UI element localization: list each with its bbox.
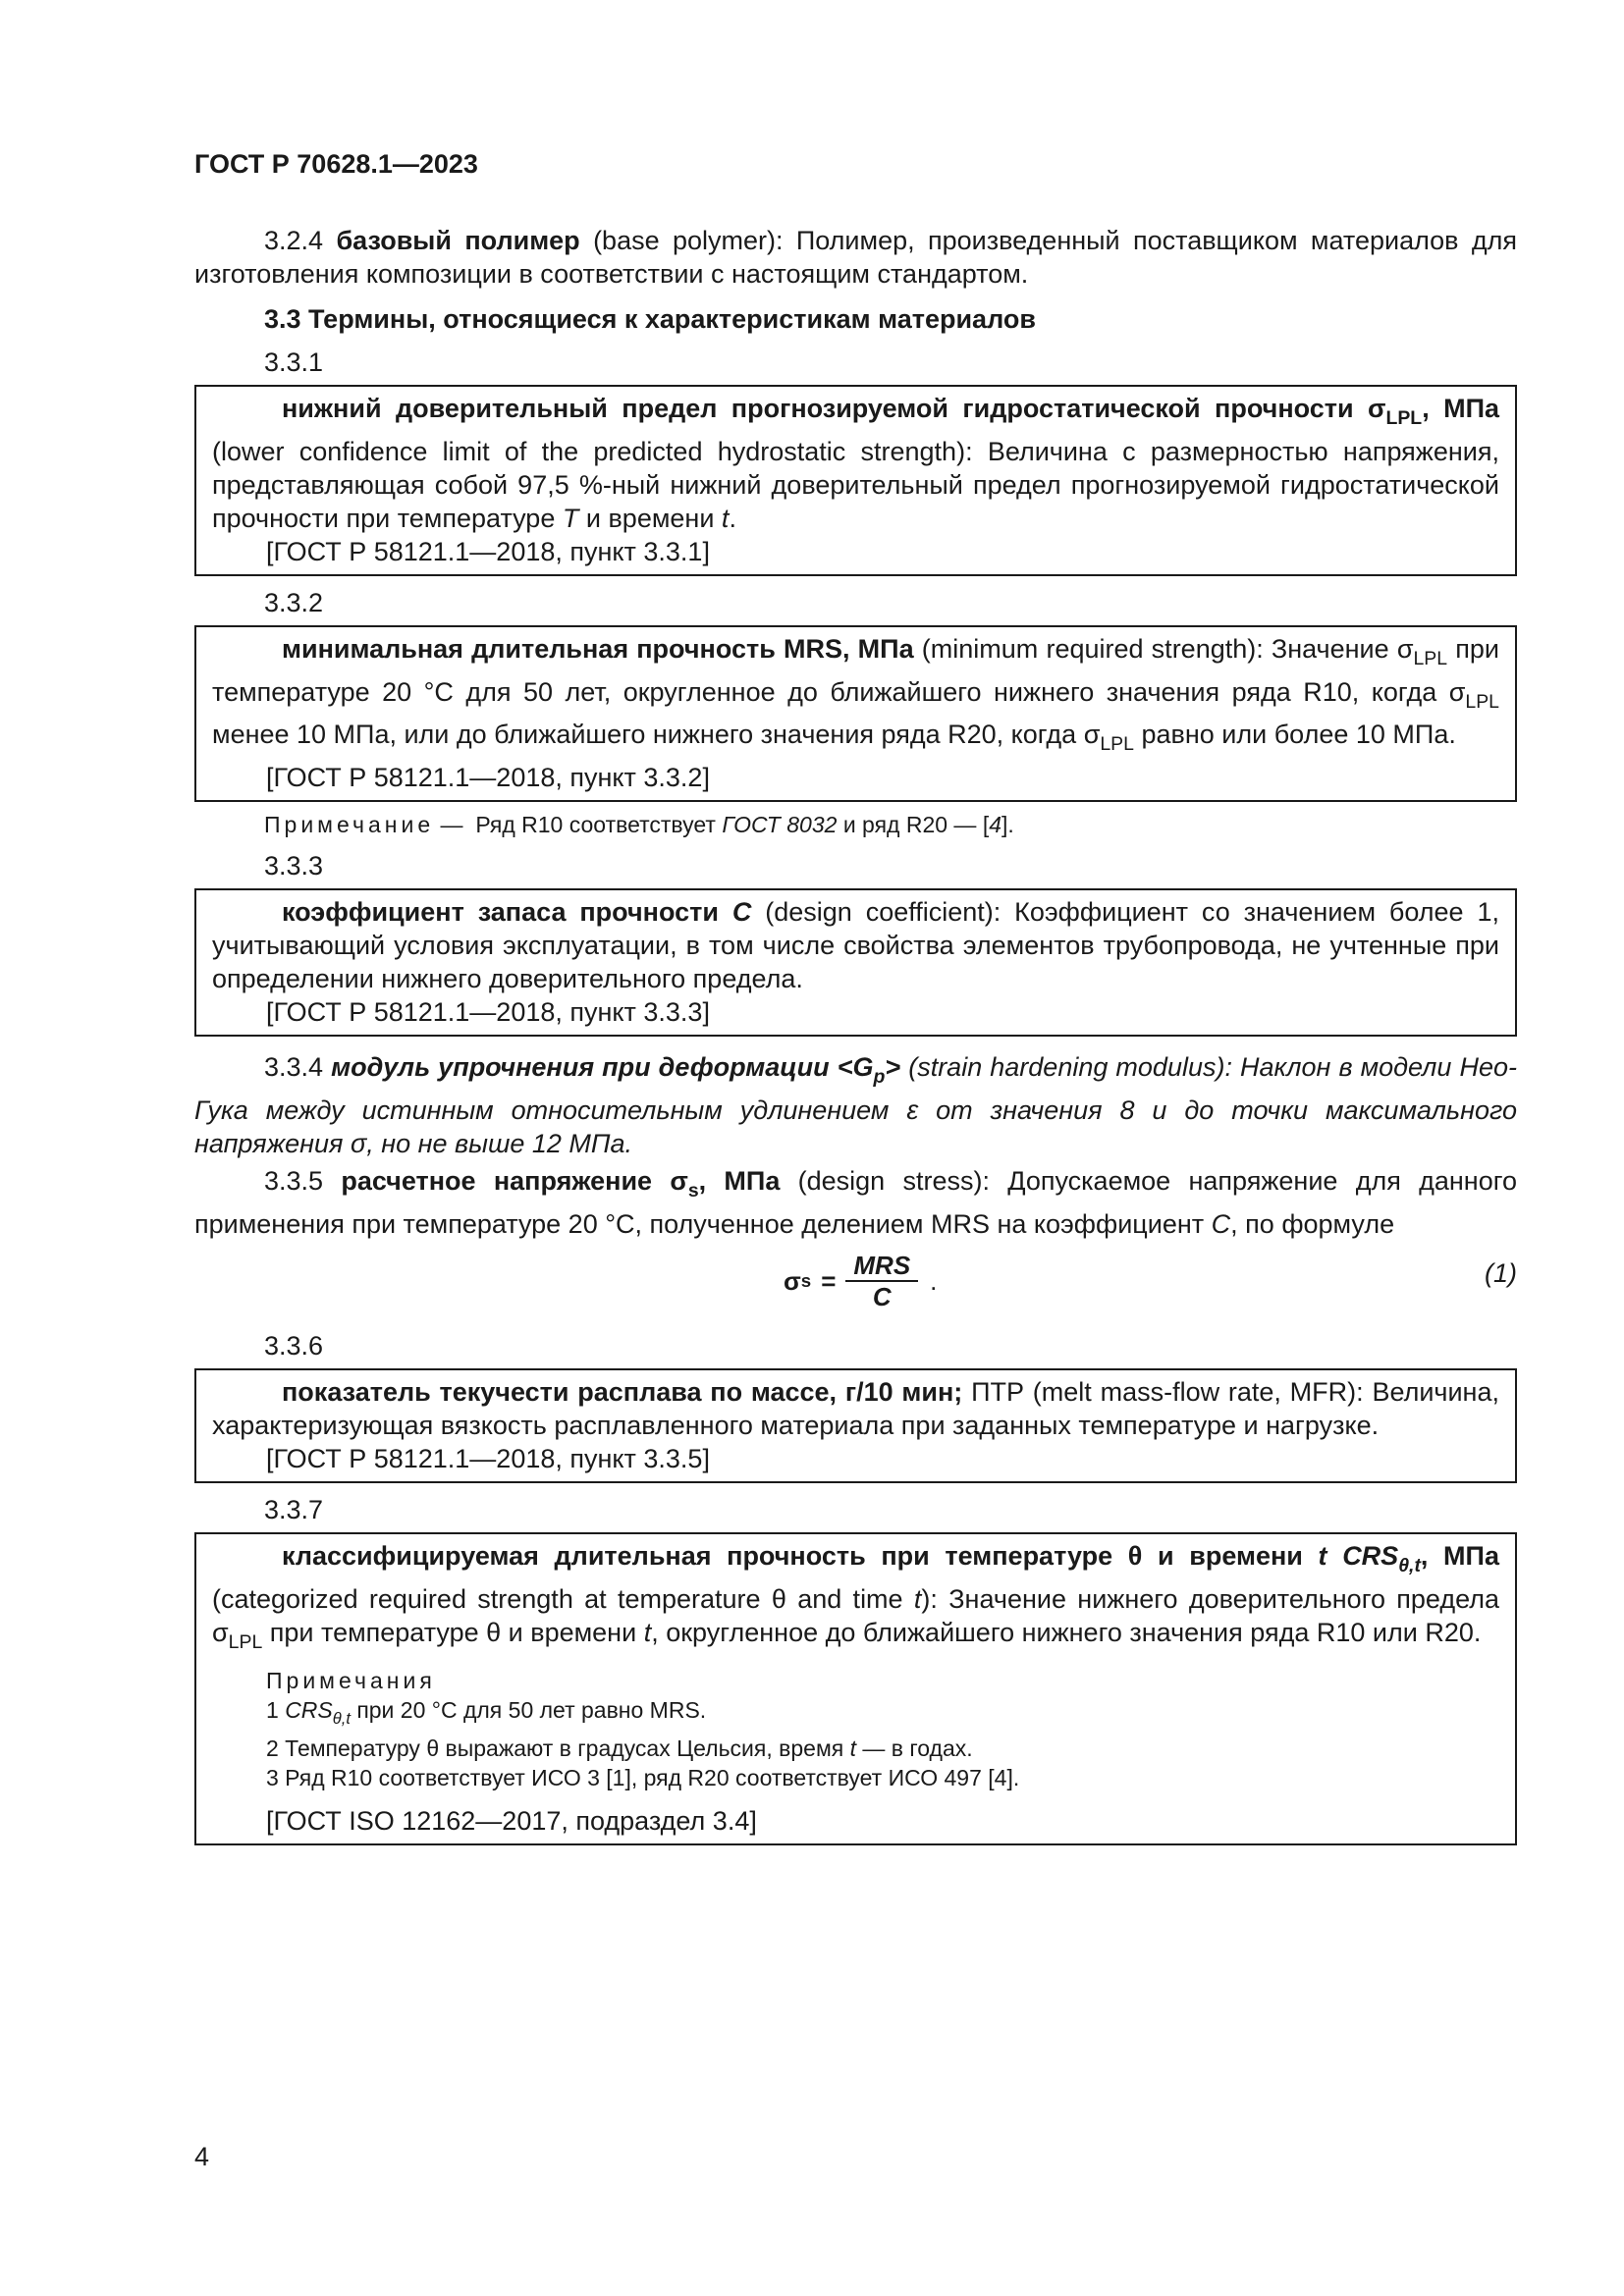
term-box-3-3-7 bbox=[194, 1532, 1517, 1845]
term: модуль упрочнения при деформации $<G_p>$ bbox=[331, 1052, 901, 1088]
term-box-3-3-6 bbox=[194, 1368, 1517, 1483]
term: базовый полимер bbox=[336, 226, 580, 255]
page-number: 4 bbox=[194, 2142, 210, 2171]
formula-number: (1) bbox=[1485, 1257, 1517, 1288]
term-number-3-3-7: 3.3.7 bbox=[264, 1494, 324, 1524]
term: коэффициент запаса прочности С bbox=[282, 897, 752, 928]
term: расчетное напряжение $\sigma_s$, МПа bbox=[341, 1165, 781, 1201]
formula-1 bbox=[194, 1245, 1517, 1319]
term-definition: классифицируемая длительная прочность при температуре θ и времени t $CRS_{\theta,t}$, МПа (categorized required strength at temperature θ and time t): Значение нижнего доверительного предела $\sigma_{LPL}$ при температуре θ и времени t, округленное до ближайшего нижнего значения ряда R10 или R20. bbox=[212, 1540, 1499, 1653]
formula-fraction: $\frac{\text{MRS}}{C}$ bbox=[845, 1251, 918, 1311]
clause-3-3-4: 3.3.4 модуль упрочнения при деформации $<G_p>$ (strain hardening modulus): Наклон в модели Нео-Гука между истинным относительным удлинением ε от значения 8 и до точки максимального напряжения σ, но не выше 12 МПа. bbox=[194, 1052, 1517, 1158]
notes-label: Примечания bbox=[266, 1668, 436, 1694]
note-2: 2 Температуру θ выражают в градусах Цельсия, время t — в годах. bbox=[266, 1735, 973, 1762]
term: нижний доверительный предел прогнозируемой гидростатической прочности $\sigma_{LPL}$, МПа bbox=[282, 394, 1499, 429]
term: минимальная длительная прочность MRS, МПа bbox=[282, 633, 914, 664]
term: показатель текучести расплава по массе, г/10 мин; bbox=[282, 1376, 963, 1407]
clause-3-2-4 bbox=[194, 224, 1517, 291]
formula-expression: σ s = $\frac{\text{MRS}}{C}$ . bbox=[784, 1250, 938, 1311]
term-number-3-3-6: 3.3.6 bbox=[264, 1330, 324, 1361]
term-notes bbox=[266, 1666, 1499, 1792]
term-definition: коэффициент запаса прочности С (design coefficient): Коэффициент со значением более 1, учитывающий условия эксплуатации, в том числе свойства элементов трубопровода, не учтенные при определении нижнего доверительного предела. bbox=[212, 897, 1499, 994]
term-source: [ГОСТ Р 58121.1—2018, пункт 3.3.2] bbox=[266, 763, 710, 793]
note-1: 1 $CRS_{\theta,t}$ при 20 °С для 50 лет равно MRS. bbox=[266, 1697, 707, 1729]
note-3-3-2: Примечание — Ряд R10 соответствует ГОСТ 8032 и ряд R20 — [4]. bbox=[264, 812, 1014, 838]
section-title-3-3: 3.3 Термины, относящиеся к характеристикам материалов bbox=[264, 304, 1036, 334]
term-source: [ГОСТ ISO 12162—2017, подраздел 3.4] bbox=[266, 1806, 757, 1837]
term-box-3-3-3 bbox=[194, 888, 1517, 1037]
term-box-3-3-2 bbox=[194, 625, 1517, 802]
term-definition: минимальная длительная прочность MRS, МПа (minimum required strength): Значение $\sigma_{LPL}$ при температуре 20 °С для 50 лет, округленное до ближайшего нижнего значения ряда R10, когда $\sigma_{LPL}$ менее 10 МПа, или до ближайшего нижнего значения ряда R20, когда $\sigma_{LPL}$ равно или более 10 МПа. bbox=[212, 633, 1499, 756]
term-definition: нижний доверительный предел прогнозируемой гидростатической прочности $\sigma_{LPL}$, МПа (lower confidence limit of the predicted hydrostatic strength): Величина с размерностью напряжения, представляющая собой 97,5 %-ный нижний доверительный предел прогнозируемой гидростатической прочности при температуре T и времени t. bbox=[212, 394, 1499, 533]
note-label: Примечание bbox=[264, 812, 435, 838]
document-body bbox=[194, 224, 1517, 1845]
clause-number: 3.2.4 bbox=[264, 226, 324, 255]
term-source: [ГОСТ Р 58121.1—2018, пункт 3.3.5] bbox=[266, 1443, 710, 1473]
document-header: ГОСТ Р 70628.1—2023 bbox=[194, 149, 478, 179]
term-source: [ГОСТ Р 58121.1—2018, пункт 3.3.1] bbox=[266, 536, 710, 566]
clause-text: (base polymer): Полимер, произведенный поставщиком материалов для изготовления композиции в соответствии с настоящим стандартом. bbox=[194, 226, 1517, 289]
term-number-3-3-3: 3.3.3 bbox=[264, 851, 324, 881]
term: классифицируемая длительная прочность при температуре θ и времени t $CRS_{\theta,t}$, МПа bbox=[282, 1540, 1499, 1576]
term-box-3-3-1 bbox=[194, 385, 1517, 576]
note-3: 3 Ряд R10 соответствует ИСО 3 [1], ряд R20 соответствует ИСО 497 [4]. bbox=[266, 1765, 1020, 1791]
term-definition: показатель текучести расплава по массе, г/10 мин; ПТР (melt mass-flow rate, MFR): Величина, характеризующая вязкость расплавленного материала при заданных температуре и нагрузке. bbox=[212, 1376, 1499, 1440]
term-number-3-3-1: 3.3.1 bbox=[264, 347, 324, 377]
clause-3-3-5: 3.3.5 расчетное напряжение $\sigma_s$, МПа (design stress): Допускаемое напряжение для данного применения при температуре 20 °С, полученное делением MRS на коэффициент C, по формуле bbox=[194, 1165, 1517, 1239]
term-number-3-3-2: 3.3.2 bbox=[264, 587, 324, 617]
term-source: [ГОСТ Р 58121.1—2018, пункт 3.3.3] bbox=[266, 997, 710, 1028]
